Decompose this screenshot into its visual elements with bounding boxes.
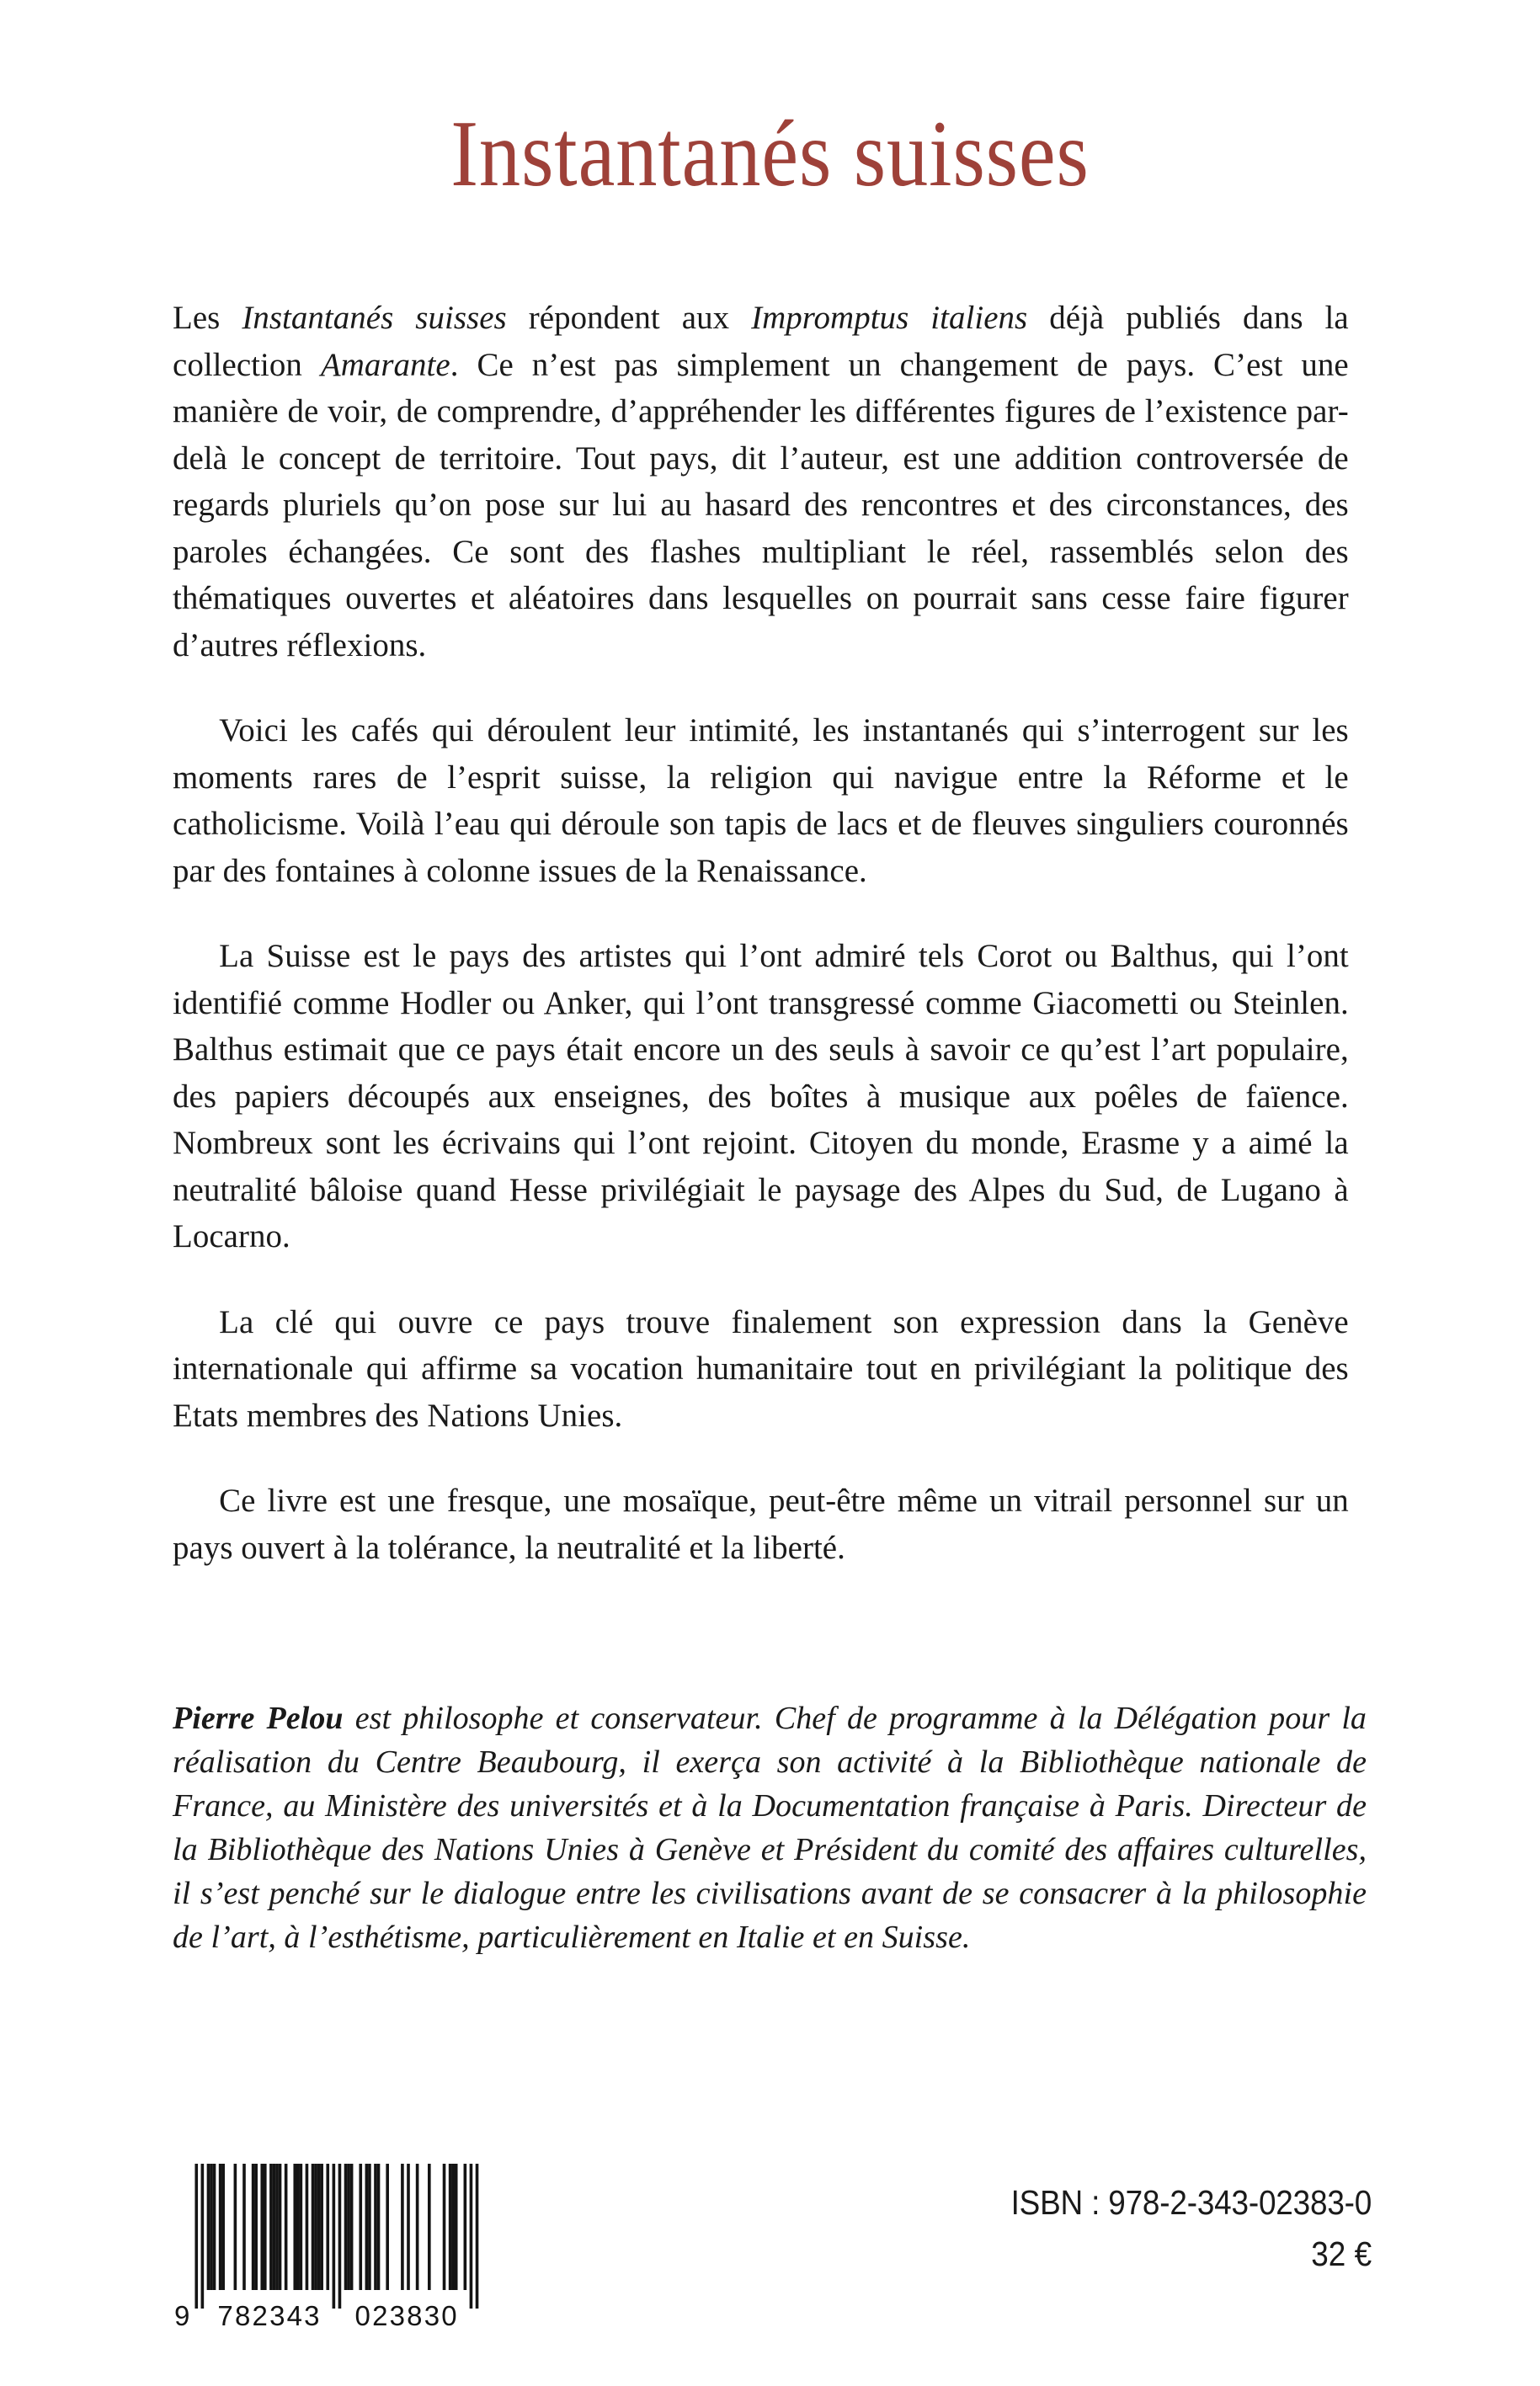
blurb-paragraph-4: [173, 1299, 1349, 1440]
text-run: Voici les cafés qui déroulent leur intimité, les instantanés qui s’interrogent sur les moments rares de l’esprit suisse, la religion qui navigue entre la Réforme et le catholicisme. Voilà l’eau qui déroule son tapis de lacs et de fleuves singuliers couronnés par des fontaines à colonne issues de la Renaissance.: [173, 711, 1349, 889]
isbn-price-block: [971, 2181, 1372, 2276]
text-run: La Suisse est le pays des artistes qui l’ont admiré tels Corot ou Balthus, qui l’ont identifié comme Hodler ou Anker, qui l’ont transgressé comme Giacometti ou Steinlen. Balthus estimait que ce pays était encore un des seuls à savoir ce qu’est l’art populaire, des papiers découpés aux enseignes, des boîtes à musique aux poêles de faïence. Nombreux sont les écrivains qui l’ont rejoint. Citoyen du monde, Erasme y a aimé la neutralité bâloise quand Hesse privilégiait le paysage des Alpes du Sud, de Lugano à Locarno.: [173, 937, 1349, 1254]
text-run: déjà publiés dans la collection: [173, 299, 1349, 383]
author-name: Pierre Pelou: [173, 1701, 344, 1736]
text-run: répondent aux: [506, 299, 752, 336]
author-biography-text: [173, 1696, 1367, 1959]
blurb-paragraph-3: [173, 933, 1349, 1260]
svg-text:023830: 023830: [354, 2300, 459, 2330]
text-run: Les: [173, 299, 242, 336]
price-label: 32 €: [1311, 2234, 1372, 2273]
blurb-text-block: [173, 295, 1367, 1571]
italic-run: Instantanés suisses: [242, 299, 507, 336]
svg-text:9: 9: [173, 2300, 192, 2330]
author-biography-body: est philosophe et conservateur. Chef de programme à la Délégation pour la réalisation du Centre Beaubourg, il exerça son activité à la Bibliothèque nationale de France, au Ministère des universités et à la Documentation française à Paris. Directeur de la Bibliothèque des Nations Unies à Genève et Président du comité des affaires culturelles, il s’est penché sur le dialogue entre les civilisations avant de se consacrer à la philosophie de l’art, à l’esthétisme, particulièrement en Italie et en Suisse.: [173, 1701, 1367, 1955]
italic-run: Impromptus italiens: [751, 299, 1028, 336]
blurb-paragraph-5: [173, 1478, 1349, 1571]
isbn-label: ISBN : 978-2-343-02383-0: [1010, 2183, 1372, 2222]
book-title: Instantanés suisses: [450, 102, 1090, 207]
svg-text:782343: 782343: [217, 2300, 322, 2330]
text-run: Ce livre est une fresque, une mosaïque, peut-être même un vitrail personnel sur un pays ouvert à la tolérance, la neutralité et la liberté.: [173, 1482, 1349, 1566]
barcode-image: [165, 2164, 493, 2330]
text-run: . Ce n’est pas simplement un changement de pays. C’est une manière de voir, de comprendre, d’appréhender les différentes figures de l’existence par-delà le concept de territoire. Tout pays, dit l’auteur, est une addition controversée de regards pluriels qu’on pose sur lui au hasard des rencontres et des circonstances, des paroles échangées. Ce sont des flashes multipliant le réel, rassemblés selon des thématiques ouvertes et aléatoires dans lesquelles on pourrait sans cesse faire figurer d’autres réflexions.: [173, 345, 1349, 663]
ean13-barcode: [165, 2164, 493, 2330]
text-run: La clé qui ouvre ce pays trouve finalement son expression dans la Genève internationale qui affirme sa vocation humanitaire tout en privilégiant la politique des Etats membres des Nations Unies.: [173, 1302, 1349, 1434]
italic-run: Amarante: [320, 345, 450, 383]
blurb-paragraph-2: [173, 707, 1349, 894]
blurb-paragraph-1: [173, 295, 1349, 668]
author-biography-block: [173, 1696, 1367, 1959]
